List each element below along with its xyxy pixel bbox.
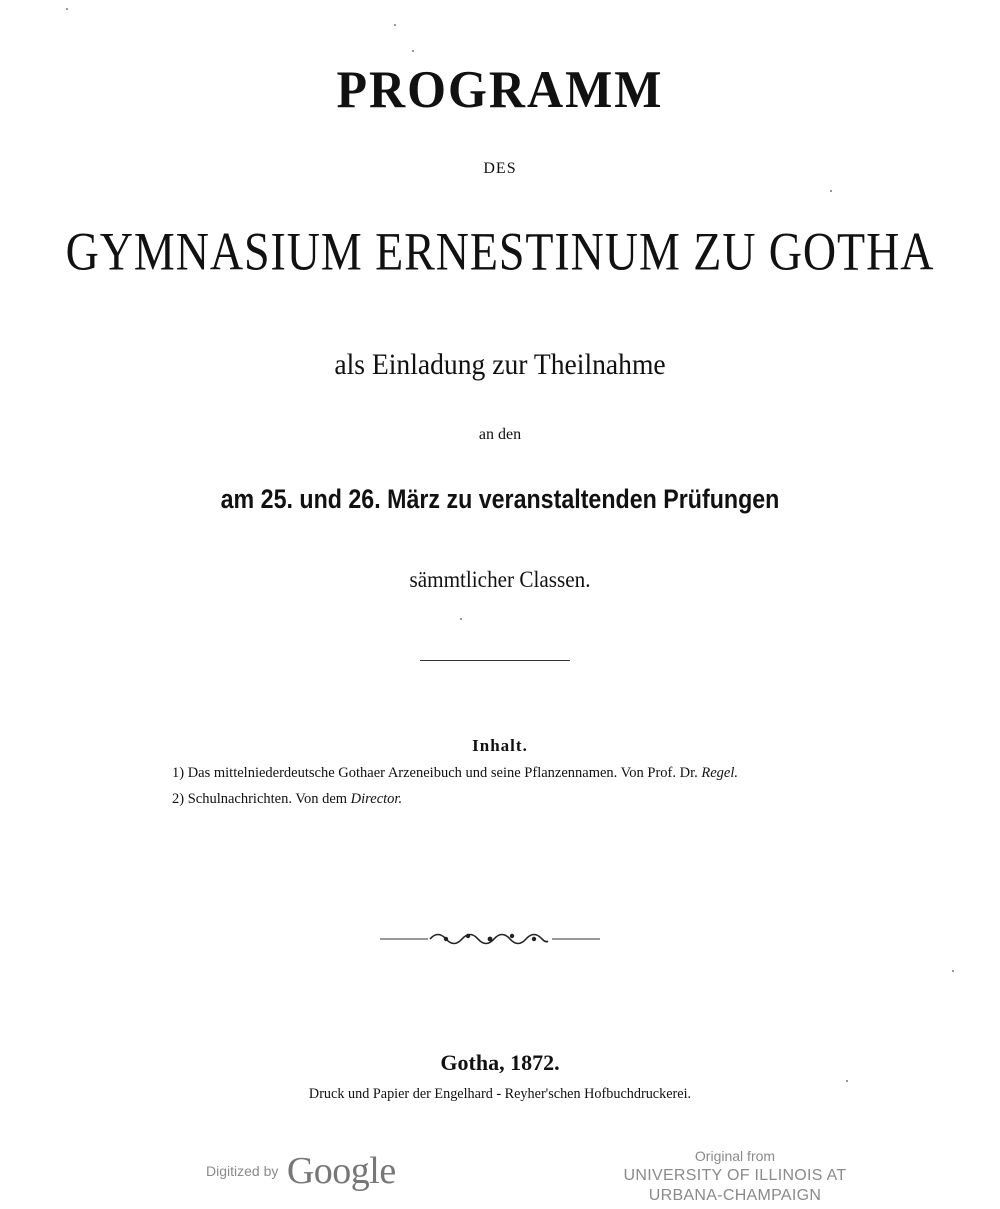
scan-speck bbox=[460, 618, 462, 620]
scan-speck bbox=[952, 970, 954, 972]
scan-speck bbox=[394, 24, 396, 26]
scan-speck bbox=[830, 190, 832, 192]
original-source-watermark bbox=[610, 1146, 860, 1206]
divider-rule bbox=[420, 660, 570, 661]
scan-speck bbox=[412, 50, 414, 52]
decorative-ornament bbox=[380, 928, 600, 950]
imprint-place-year: Gotha, 1872. bbox=[440, 1050, 560, 1075]
contents-item-author: Regel. bbox=[701, 765, 739, 781]
university-line-2: URBANA-CHAMPAIGN bbox=[648, 1187, 822, 1204]
contents-item-text: 2) Schulnachrichten. Von dem bbox=[172, 791, 351, 807]
google-logo: Google bbox=[286, 1150, 396, 1192]
original-from-label: Original from bbox=[694, 1148, 776, 1164]
digitized-by-watermark bbox=[206, 1149, 396, 1193]
classes-line: sämmtlicher Classen. bbox=[409, 567, 591, 592]
exam-dates-line: am 25. und 26. März zu veranstaltenden Prüfungen bbox=[220, 484, 780, 514]
school-name: GYMNASIUM ERNESTINUM ZU GOTHA bbox=[65, 220, 935, 282]
scan-speck bbox=[66, 8, 68, 10]
subtitle-des: DES bbox=[483, 160, 517, 177]
contents-heading: Inhalt. bbox=[472, 736, 528, 755]
contents-item bbox=[172, 791, 402, 808]
contents-item-text: 1) Das mittelniederdeutsche Gothaer Arzeneibuch und seine Pflanzennamen. Von Prof. Dr. bbox=[172, 765, 702, 781]
imprint-printer: Druck und Papier der Engelhard - Reyher'schen Hofbuchdruckerei. bbox=[308, 1086, 692, 1102]
title-programm: PROGRAMM bbox=[336, 59, 664, 119]
contents-item bbox=[172, 765, 738, 782]
contents-item-author: Director. bbox=[350, 791, 403, 807]
university-line-1: UNIVERSITY OF ILLINOIS AT bbox=[623, 1167, 847, 1184]
digitized-label: Digitized by bbox=[206, 1163, 279, 1179]
invitation-line: als Einladung zur Theilnahme bbox=[334, 348, 666, 381]
an-den-line: an den bbox=[478, 426, 522, 443]
scan-speck bbox=[846, 1080, 848, 1082]
